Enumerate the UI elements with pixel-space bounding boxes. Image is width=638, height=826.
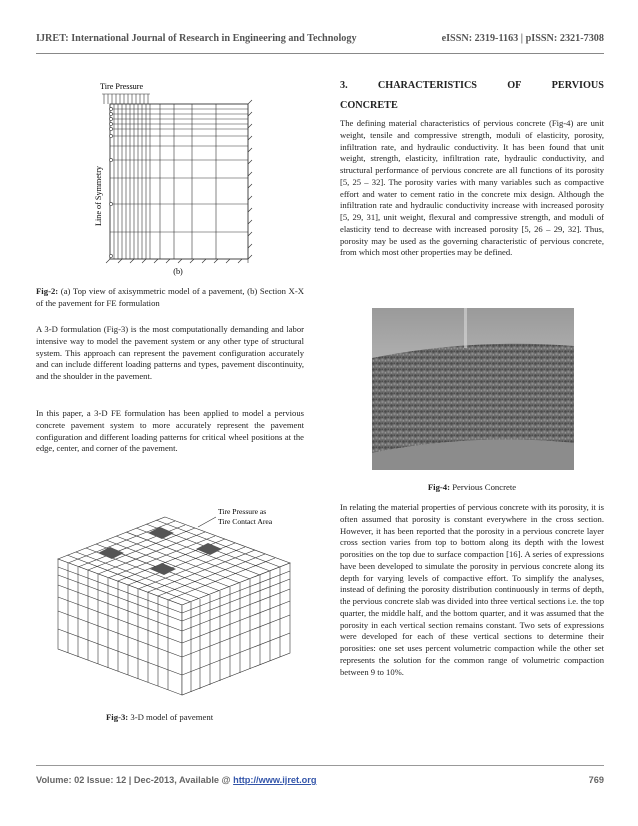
fig2-caption: [36, 286, 304, 310]
section-word-3: PERVIOUS: [551, 80, 604, 91]
fig3-3d-model: [50, 505, 300, 705]
right-paragraph-2: [340, 502, 604, 678]
left-paragraph-1: [36, 324, 304, 383]
journal-url-link[interactable]: http://www.ijret.org: [233, 775, 317, 785]
footer-rule: [36, 765, 604, 766]
fig3-annotation-line1: Tire Pressure as: [218, 507, 267, 516]
fig2-tire-label: Tire Pressure: [100, 82, 144, 91]
journal-title: IJRET: International Journal of Research in Engineering and Technology: [36, 33, 357, 44]
page-footer: [36, 775, 604, 785]
bottom-edge-hatch: [106, 259, 248, 263]
fig2-caption-text: (a) Top view of axisymmetric model of a pavement, (b) Section X-X of the pavement for FE formulation: [36, 286, 304, 308]
running-header: [36, 33, 604, 44]
paragraph: In relating the material properties of pervious concrete with its porosity, it is often assumed that porosity is constant everywhere in the cross section. However, it has been reported that the porosity in a pervious concrete layer cross section varies from top to bottom along its depth with the lowest porosities on the top due to surface compaction [16]. A series of expressions have been developed to simulate the porosity in pervious concrete along its depth for varying levels of compactive effort. To simplify the analyses, instead of defining the porosity distribution continuously in terms of depth, the pervious concrete slab was divided into three vertical sections i.e. the top quarter, the middle half, and the bottom quarter, and it was assumed that the porosity in each vertical section remains constant. Two sets of expressions were developed for each of these vertical sections to determine their porosities: one set uses percent volumetric compaction while the other set represents the solution for the common range of volumetric compaction between 9 to 10%.: [340, 502, 604, 677]
fig4-caption-label: Fig-4:: [427, 482, 451, 492]
fig4-photo: [372, 308, 574, 470]
section-heading: [340, 76, 604, 116]
fig2-symmetry-label: Line of Symmetry: [94, 165, 103, 226]
water-stream: [464, 308, 467, 348]
fig2-diagram: [80, 76, 270, 276]
fig3-caption-text: 3-D model of pavement: [130, 712, 214, 722]
page-number: 769: [588, 775, 604, 785]
fig4-caption-text: Pervious Concrete: [452, 482, 517, 492]
fig2-sub-label: (b): [173, 267, 183, 276]
issn: eISSN: 2319-1163 | pISSN: 2321-7308: [441, 33, 604, 44]
concrete-slab: [372, 344, 574, 453]
section-number: 3.: [340, 80, 348, 91]
right-edge-hatch: [248, 100, 252, 259]
left-paragraph-2: [36, 408, 304, 455]
section-word-1: CHARACTERISTICS: [377, 80, 477, 91]
fe-mesh-grid: [110, 104, 248, 259]
tire-pressure-arrows: [102, 94, 150, 104]
footer-volume-text: Volume: 02 Issue: 12 | Dec-2013, Available @: [36, 775, 234, 785]
paragraph: The defining material characteristics of pervious concrete (Fig-4) are unit weight, tensile and compressive strength, moduli of elasticity, porosity, infiltration rate, and hydraulic conductivity. It has been found that unit weight, strength, elasticity, infiltration rate, hydraulic conductivity, and structural performance of pervious concrete are all functions of its porosity [5, 25 – 32]. The porosity varies with many variables such as compactive effort and water to cement ratio in the concrete mix design. Although the infiltration rate and hydraulic conductivity increase with increased porosity [5, 29, 31], unit weight, flexural and compressive strength, and moduli of elasticity tend to decrease with increased porosity [5, 26 – 29, 32]. Thus, porosity may be used as the governing characteristic of pervious concrete, from which most other properties may be defined.: [340, 118, 604, 258]
fig3-annotation-line2: Tire Contact Area: [218, 517, 273, 526]
paragraph: In this paper, a 3-D FE formulation has been applied to model a pervious concrete pavement system to more accurately represent the pavement configuration and different loading patterns for critical wheel positions at the edge, center, and corner of the pavement.: [36, 408, 304, 454]
section-heading-line2: CONCRETE: [340, 99, 398, 111]
header-rule: [36, 53, 604, 54]
fig3-annotation: [198, 507, 273, 527]
fig2-caption-label: Fig-2:: [36, 286, 59, 296]
fig4-caption: [340, 482, 604, 494]
fig3-caption-label: Fig-3:: [106, 712, 129, 722]
footer-volume: [36, 775, 316, 785]
section-word-2: OF: [507, 80, 522, 91]
fig3-caption: [36, 712, 304, 724]
right-paragraph-1: [340, 118, 604, 259]
paragraph: A 3-D formulation (Fig-3) is the most computationally demanding and labor intensive way to model the pavement system or any other type of structural system. This approach can represent the pavement configuration accurately and can include different loading patterns and types, pavement discontinuity, and the shoulder in the pavement.: [36, 324, 304, 382]
